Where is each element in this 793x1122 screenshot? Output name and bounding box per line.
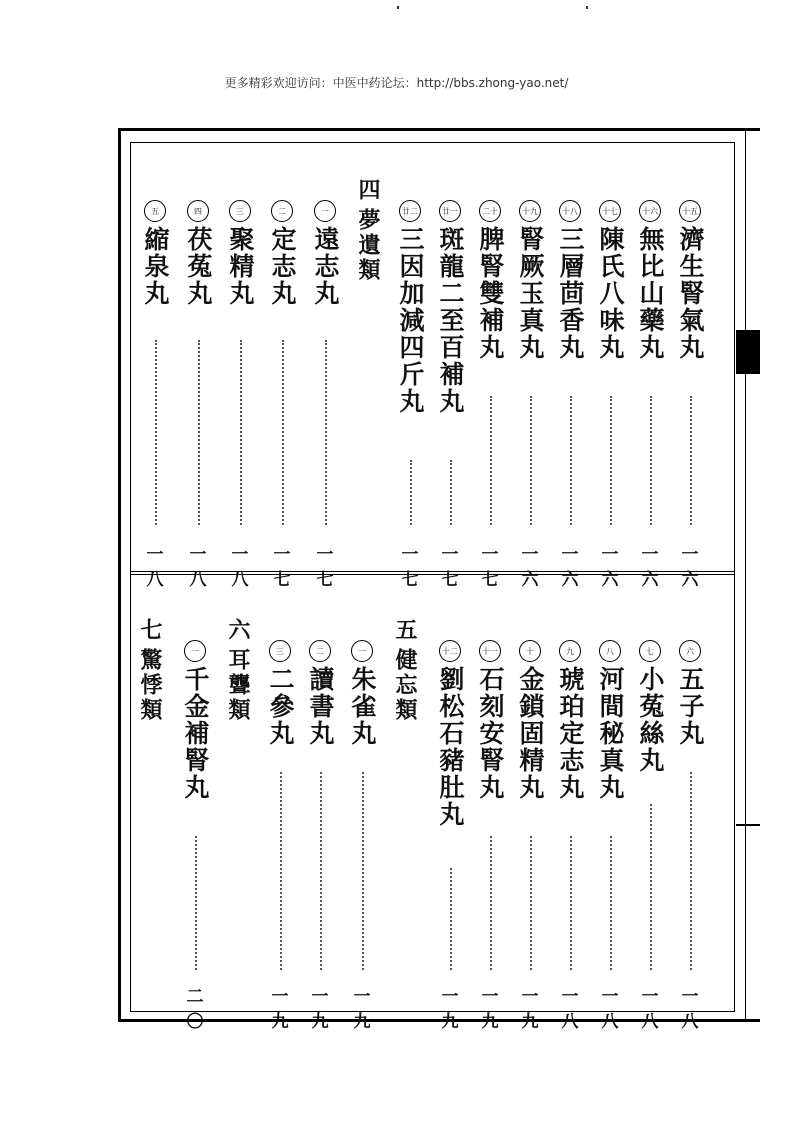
- dot-leader: [450, 460, 452, 525]
- toc-entry: [435, 200, 465, 415]
- category-heading: [390, 618, 420, 723]
- category-title: 耳聾類: [225, 648, 251, 723]
- category-title: 驚悸類: [137, 648, 163, 723]
- toc-entry: [180, 640, 210, 801]
- page-number: 二〇: [186, 987, 204, 1032]
- page-number: 一九: [353, 987, 371, 1032]
- toc-entry: [395, 200, 425, 415]
- page-number: 一九: [481, 987, 499, 1032]
- entry-number-circle: 七: [639, 640, 661, 662]
- toc-entry: [347, 640, 377, 747]
- dot-leader: [282, 340, 284, 525]
- entry-number-circle: 一: [351, 640, 373, 662]
- page-number: 一七: [441, 545, 459, 590]
- entry-title: 遠志丸: [311, 226, 340, 307]
- page-number: 一八: [561, 987, 579, 1032]
- dot-leader: [690, 396, 692, 525]
- entry-title: 朱雀丸: [348, 666, 377, 747]
- watermark: 更多精彩欢迎访问：中医中药论坛：http://bbs.zhong-yao.net/: [224, 76, 569, 90]
- page-edge-line: [734, 142, 735, 1012]
- entry-number-circle: 一: [314, 200, 336, 222]
- page-number: 一九: [521, 987, 539, 1032]
- dot-leader: [570, 836, 572, 970]
- scan-speck: [397, 6, 399, 9]
- entry-number-circle: 二十: [479, 200, 501, 222]
- dot-leader: [610, 396, 612, 525]
- dot-leader: [690, 772, 692, 970]
- entry-number-circle: 一: [184, 640, 206, 662]
- dot-leader: [490, 396, 492, 525]
- page-number: 一八: [231, 545, 249, 590]
- dot-leader: [325, 340, 327, 525]
- entry-title: 脾腎雙補丸: [476, 226, 505, 361]
- dot-leader: [490, 836, 492, 970]
- toc-entry: [555, 640, 585, 801]
- entry-title: 陳氏八味丸: [596, 226, 625, 361]
- entry-title: 無比山藥丸: [636, 226, 665, 361]
- page-number: 一六: [561, 545, 579, 590]
- page-number: 一八: [601, 987, 619, 1032]
- page-number: 一八: [641, 987, 659, 1032]
- entry-title: 濟生腎氣丸: [676, 226, 705, 361]
- page-number: 一七: [316, 545, 334, 590]
- page-number: 一八: [146, 545, 164, 590]
- entry-title: 斑龍二至百補丸: [436, 226, 465, 415]
- category-number: 六: [225, 618, 251, 640]
- page-number: 一七: [273, 545, 291, 590]
- toc-entry: [635, 200, 665, 361]
- dot-leader: [155, 340, 157, 525]
- toc-entry: [675, 640, 705, 747]
- entry-title: 河間秘真丸: [596, 666, 625, 801]
- entry-number-circle: 三: [269, 640, 291, 662]
- entry-title: 三因加減四斤丸: [396, 226, 425, 415]
- entry-number-circle: 三: [229, 200, 251, 222]
- entry-title: 二參丸: [266, 666, 295, 747]
- dot-leader: [650, 804, 652, 970]
- category-number: 七: [137, 618, 163, 640]
- entry-title: 三層茴香丸: [556, 226, 585, 361]
- scan-speck: [586, 6, 588, 9]
- entry-number-circle: 八: [599, 640, 621, 662]
- entry-number-circle: 四: [187, 200, 209, 222]
- entry-number-circle: 五: [144, 200, 166, 222]
- category-heading: [353, 178, 383, 283]
- dot-leader: [650, 396, 652, 525]
- entry-title: 千金補腎丸: [181, 666, 210, 801]
- entry-number-circle: 廿一: [439, 200, 461, 222]
- toc-entry: [435, 640, 465, 828]
- entry-number-circle: 十一: [479, 640, 501, 662]
- category-number: 四: [355, 178, 381, 200]
- entry-title: 金鎖固精丸: [516, 666, 545, 801]
- toc-entry: [265, 640, 295, 747]
- entry-title: 腎厥玉真丸: [516, 226, 545, 361]
- toc-entry: [225, 200, 255, 307]
- page-number: 一七: [401, 545, 419, 590]
- category-heading: [135, 618, 165, 723]
- entry-title: 茯菟丸: [184, 226, 213, 307]
- thumb-tab-line: [736, 824, 760, 826]
- entry-number-circle: 十六: [639, 200, 661, 222]
- dot-leader: [610, 836, 612, 970]
- dot-leader: [570, 396, 572, 525]
- toc-entry: [515, 640, 545, 801]
- toc-entry: [675, 200, 705, 361]
- entry-title: 縮泉丸: [141, 226, 170, 307]
- toc-entry: [595, 640, 625, 801]
- entry-number-circle: 廿二: [399, 200, 421, 222]
- page-number: 一九: [271, 987, 289, 1032]
- page-edge-strip: [746, 128, 760, 1022]
- entry-number-circle: 二: [309, 640, 331, 662]
- toc-entry: [595, 200, 625, 361]
- dot-leader: [530, 836, 532, 970]
- dot-leader: [240, 340, 242, 525]
- page-number: 一六: [601, 545, 619, 590]
- toc-entry: [555, 200, 585, 361]
- entry-title: 石刻安腎丸: [476, 666, 505, 801]
- toc-entry: [140, 200, 170, 307]
- category-title: 夢遺類: [355, 208, 381, 283]
- entry-title: 聚精丸: [226, 226, 255, 307]
- entry-number-circle: 十二: [439, 640, 461, 662]
- dot-leader: [362, 772, 364, 970]
- entry-title: 琥珀定志丸: [556, 666, 585, 801]
- entry-title: 小菟絲丸: [636, 666, 665, 774]
- page-number: 一八: [681, 987, 699, 1032]
- page-number: 一六: [681, 545, 699, 590]
- entry-title: 讀書丸: [306, 666, 335, 747]
- dot-leader: [198, 340, 200, 525]
- entry-title: 定志丸: [268, 226, 297, 307]
- toc-entry: [267, 200, 297, 307]
- page-number: 一八: [189, 545, 207, 590]
- entry-number-circle: 十八: [559, 200, 581, 222]
- entry-number-circle: 十: [519, 640, 541, 662]
- category-heading: [223, 618, 253, 723]
- thumb-tab-mark: [736, 330, 760, 374]
- dot-leader: [280, 772, 282, 970]
- entry-number-circle: 十七: [599, 200, 621, 222]
- page-number: 一六: [641, 545, 659, 590]
- category-number: 五: [392, 618, 418, 640]
- page-number: 一七: [481, 545, 499, 590]
- entry-number-circle: 十九: [519, 200, 541, 222]
- category-title: 健忘類: [392, 648, 418, 723]
- page-number: 一九: [441, 987, 459, 1032]
- toc-entry: [635, 640, 665, 774]
- toc-entry: [305, 640, 335, 747]
- dot-leader: [410, 460, 412, 525]
- page-number: 一九: [311, 987, 329, 1032]
- dot-leader: [450, 868, 452, 970]
- entry-title: 劉松石豬肚丸: [436, 666, 465, 828]
- entry-number-circle: 九: [559, 640, 581, 662]
- entry-number-circle: 六: [679, 640, 701, 662]
- dot-leader: [530, 396, 532, 525]
- page-number: 一六: [521, 545, 539, 590]
- dot-leader: [195, 836, 197, 970]
- toc-entry: [475, 640, 505, 801]
- toc-entry: [515, 200, 545, 361]
- entry-number-circle: 二: [271, 200, 293, 222]
- dot-leader: [320, 772, 322, 970]
- entry-title: 五子丸: [676, 666, 705, 747]
- entry-number-circle: 十五: [679, 200, 701, 222]
- toc-entry: [310, 200, 340, 307]
- toc-entry: [475, 200, 505, 361]
- toc-entry: [183, 200, 213, 307]
